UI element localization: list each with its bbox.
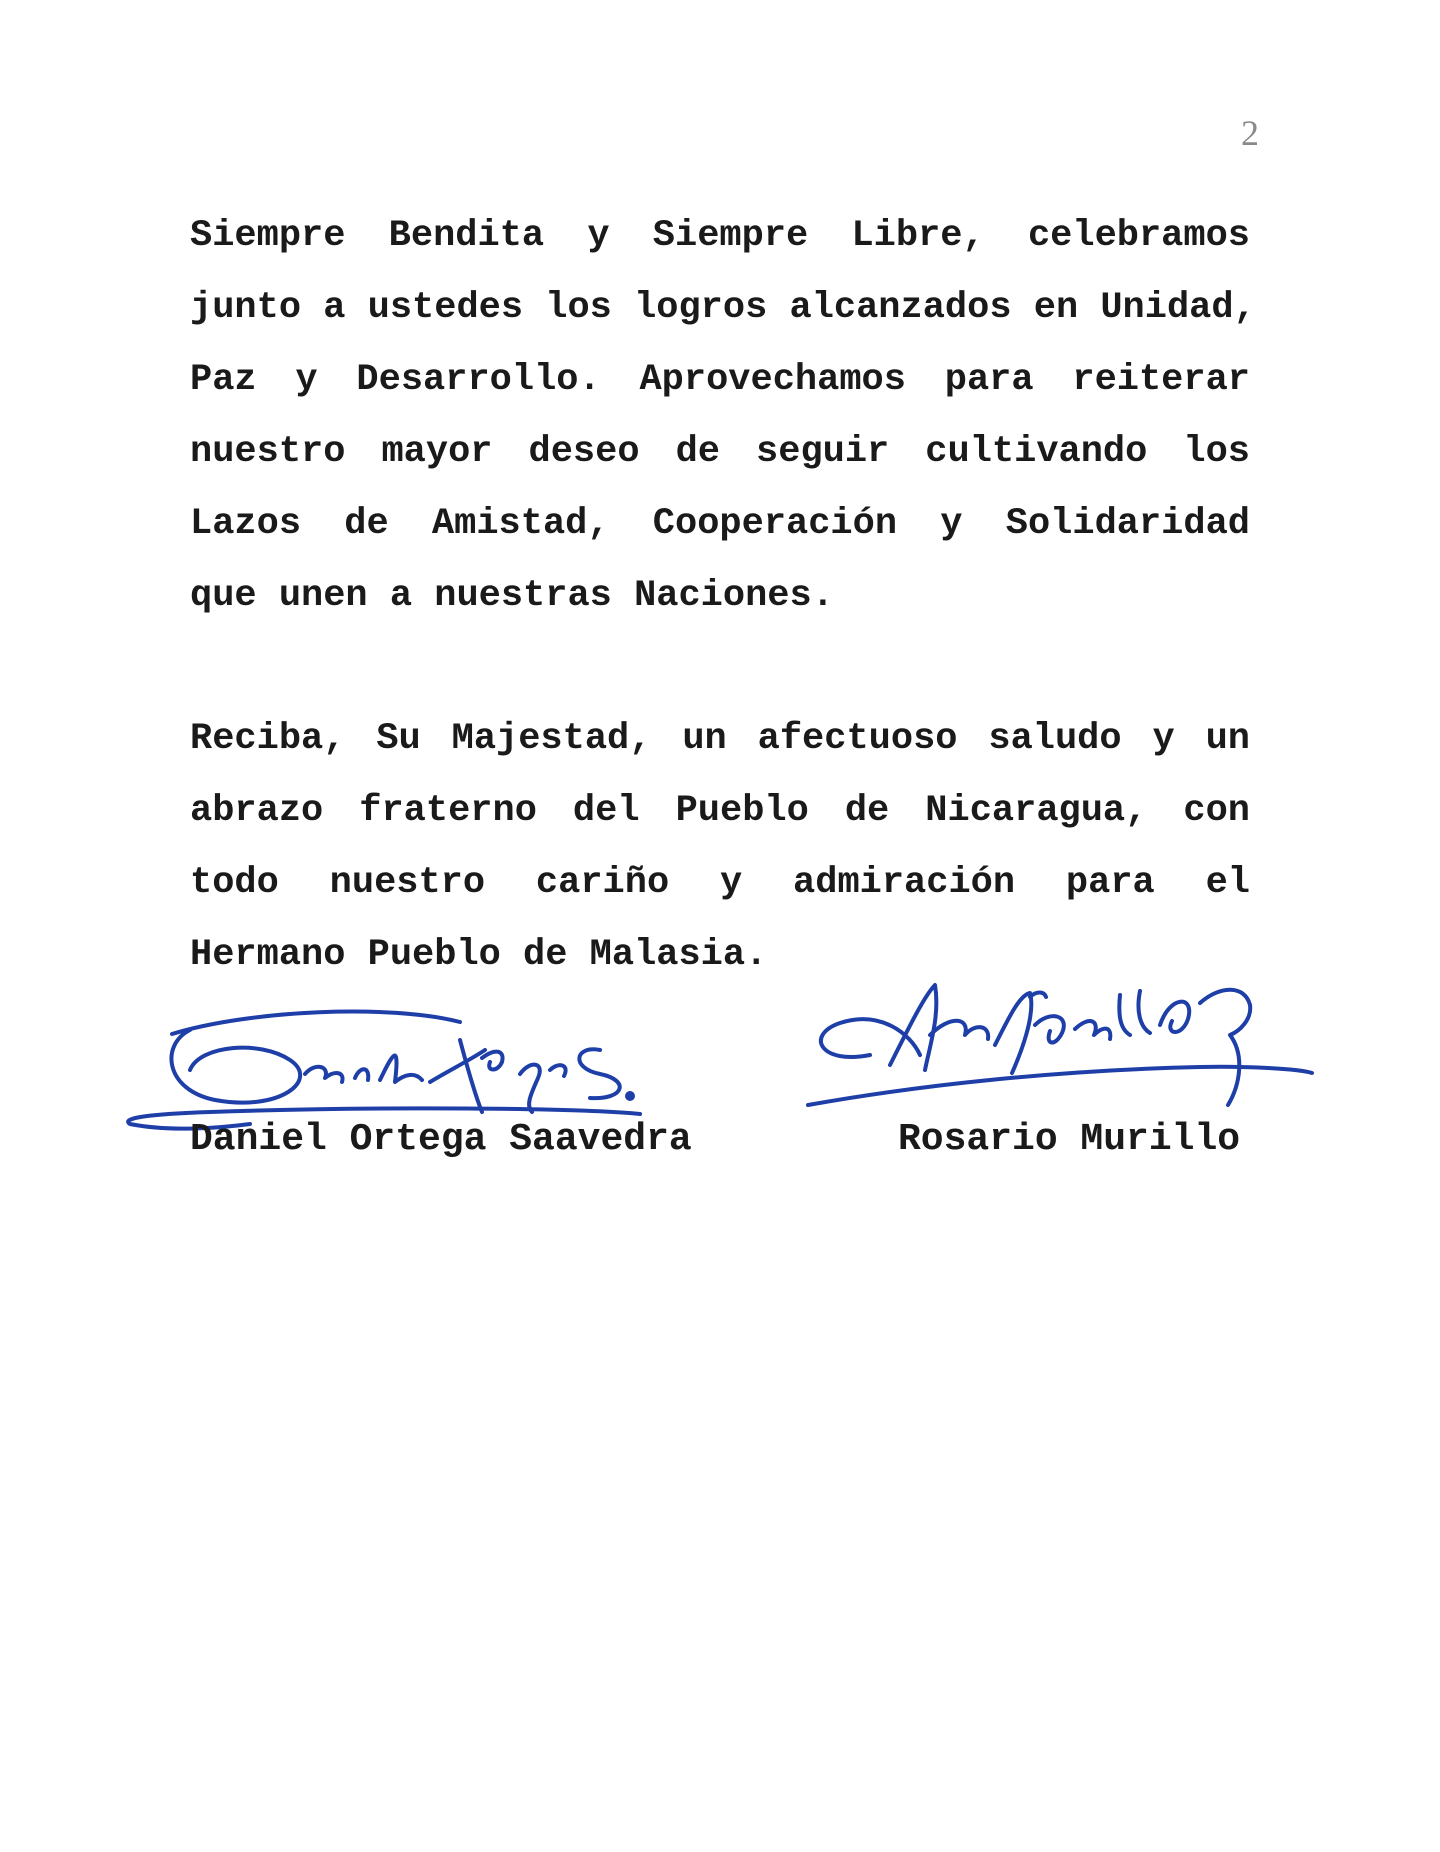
text-line: Siempre Bendita y Siempre Libre, celebramos	[190, 215, 1250, 257]
text-line: Paz y Desarrollo. Aprovechamos para reiterar	[190, 359, 1250, 401]
text-line: nuestro mayor deseo de seguir cultivando los	[190, 431, 1250, 473]
text-line: abrazo fraterno del Pueblo de Nicaragua, con	[190, 790, 1250, 832]
text-line: junto a ustedes los logros alcanzados en Unidad,	[190, 287, 1256, 329]
text-line: Lazos de Amistad, Cooperación y Solidaridad	[190, 503, 1250, 545]
page-number: 2	[1241, 113, 1259, 153]
signatory-name-right: Rosario Murillo	[898, 1118, 1241, 1161]
signatory-name-left: Daniel Ortega Saavedra	[190, 1118, 692, 1161]
text-line: todo nuestro cariño y admiración para el	[190, 862, 1250, 904]
paragraph-greeting	[190, 703, 1250, 991]
text-line: Hermano Pueblo de Malasia.	[190, 934, 768, 976]
text-line: que unen a nuestras Naciones.	[190, 575, 834, 617]
signature-rosario-murillo	[800, 955, 1340, 1135]
text-line: Reciba, Su Majestad, un afectuoso saludo y un	[190, 718, 1250, 760]
paragraph-celebration	[190, 200, 1256, 632]
